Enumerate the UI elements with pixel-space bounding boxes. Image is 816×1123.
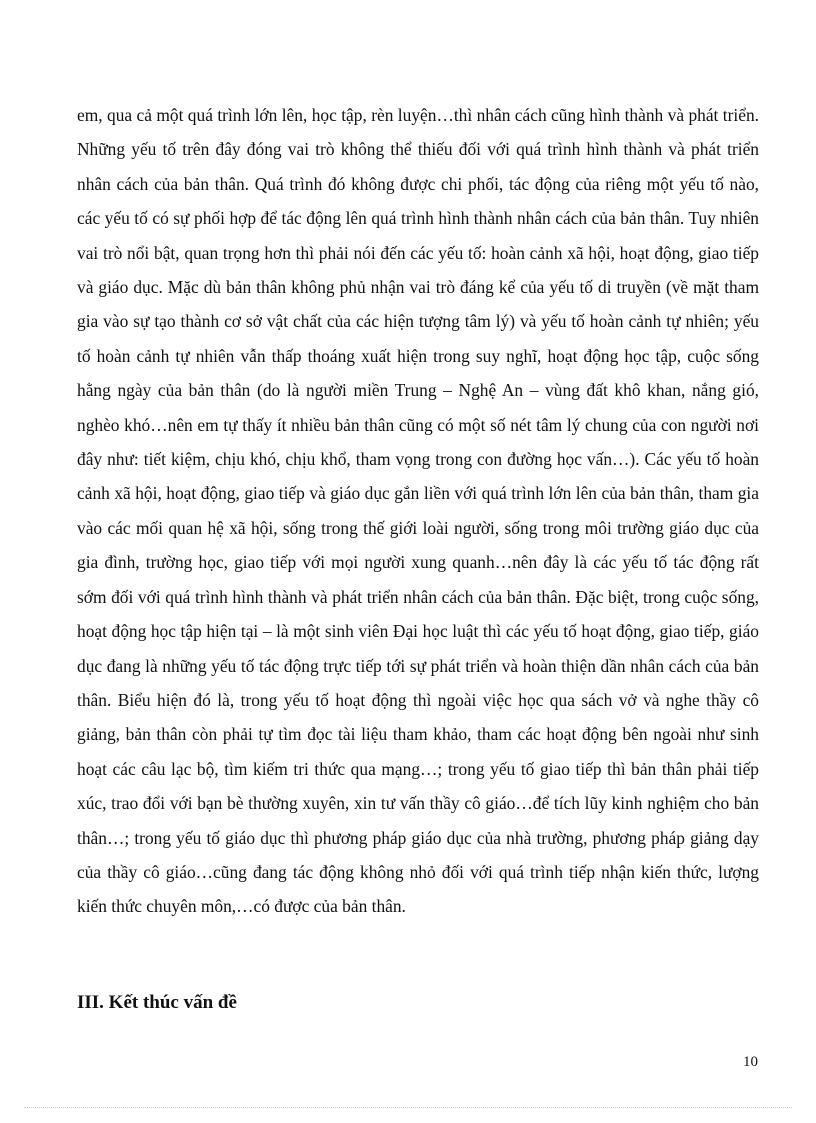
section-heading: III. Kết thúc vấn đề — [77, 992, 237, 1013]
body-paragraph: em, qua cả một quá trình lớn lên, học tập, rèn luyện…thì nhân cách cũng hình thành và phát triển. Những yếu tố trên đây đóng vai trò không thể thiếu đối với quá trình hình thành và phát triển nhân cách của bản thân. Quá trình đó không được chi phối, tác động của riêng một yếu tố nào, các yếu tố có sự phối hợp để tác động lên quá trình hình thành nhân cách của bản thân. Tuy nhiên vai trò nổi bật, quan trọng hơn thì phải nói đến các yếu tố: hoàn cảnh xã hội, hoạt động, giao tiếp và giáo dục. Mặc dù bản thân không phủ nhận vai trò đáng kể của yếu tố di truyền (về mặt tham gia vào sự tạo thành cơ sở vật chất của các hiện tượng tâm lý) và yếu tố hoàn cảnh tự nhiên; yếu tố hoàn cảnh tự nhiên vẫn thấp thoáng xuất hiện trong suy nghĩ, hoạt động học tập, cuộc sống hằng ngày của bản thân (do là người miền Trung – Nghệ An – vùng đất khô khan, nắng gió, nghèo khó…nên em tự thấy ít nhiều bản thân cũng có một số nét tâm lý chung của con người nơi đây như: tiết kiệm, chịu khó, chịu khổ, tham vọng trong con đường học vấn…). Các yếu tố hoàn cảnh xã hội, hoạt động, giao tiếp và giáo dục gắn liền với quá trình lớn lên của bản thân, tham gia vào các mối quan hệ xã hội, sống trong thế giới loài người, sống trong môi trường giáo dục của gia đình, trường học, giao tiếp với mọi người xung quanh…nên đây là các yếu tố tác động rất sớm đối với quá trình hình thành và phát triển nhân cách của bản thân. Đặc biệt, trong cuộc sống, hoạt động học tập hiện tại – là một sinh viên Đại học luật thì các yếu tố hoạt động, giao tiếp, giáo dục đang là những yếu tố tác động trực tiếp tới sự phát triển và hoàn thiện dần nhân cách của bản thân. Biểu hiện đó là, trong yếu tố hoạt động thì ngoài việc học qua sách vở và nghe thầy cô giảng, bản thân còn phải tự tìm đọc tài liệu tham khảo, tham các hoạt động bên ngoài như sinh hoạt các câu lạc bộ, tìm kiếm tri thức qua mạng…; trong yếu tố giao tiếp thì bản thân phải tiếp xúc, trao đổi với bạn bè thường xuyên, xin tư vấn thầy cô giáo…để tích lũy kinh nghiệm cho bản thân…; trong yếu tố giáo dục thì phương pháp giáo dục của nhà trường, phương pháp giảng dạy của thầy cô giáo…cũng đang tác động không nhỏ đối với quá trình tiếp nhận kiến thức, lượng kiến thức chuyên môn,…có được của bản thân. — [77, 105, 759, 917]
page-number: 10 — [743, 1054, 758, 1070]
footer-divider — [24, 1107, 792, 1108]
